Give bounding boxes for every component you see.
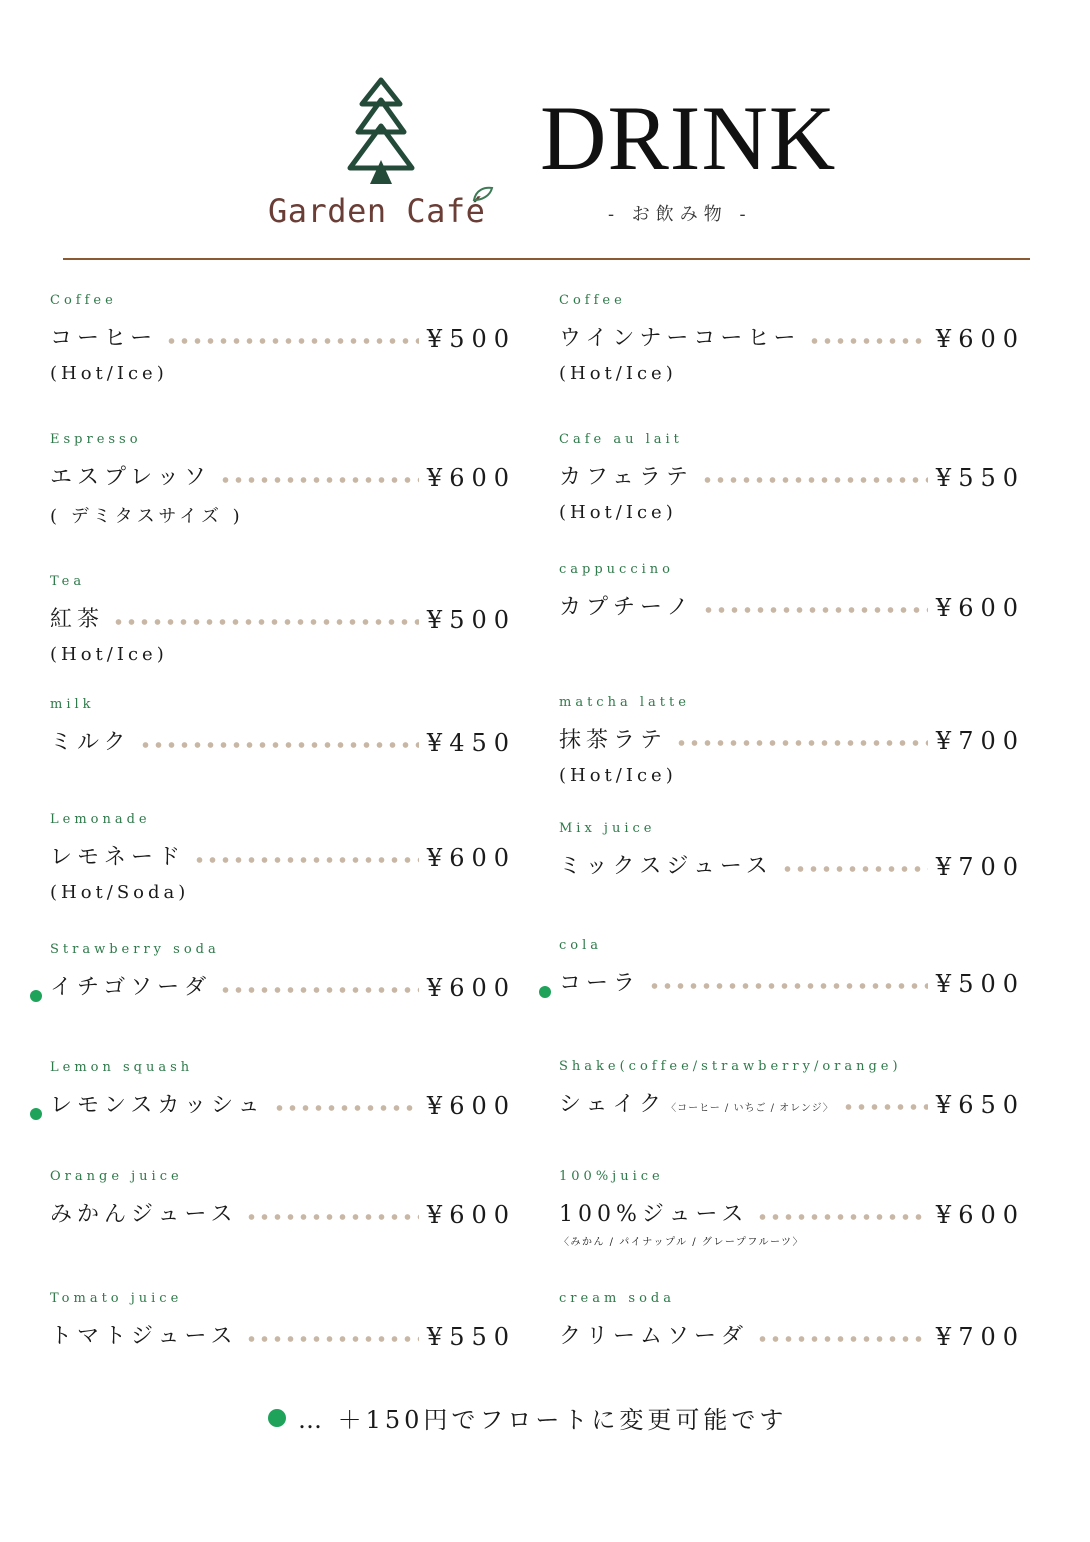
page-subtitle: - お飲み物 - — [608, 204, 752, 225]
leader-dots — [273, 1105, 419, 1111]
item-name — [50, 319, 161, 359]
item-price: ¥550 — [935, 464, 1025, 492]
item-variant-note: (Hot/Ice) — [50, 644, 168, 665]
leader-dots — [702, 607, 928, 613]
item-price: ¥700 — [935, 1323, 1025, 1351]
item-variant-note: (Hot/Soda) — [50, 882, 190, 903]
item-name-text: 100%ジュース — [559, 1202, 749, 1227]
item-english-name: Coffee — [50, 293, 117, 308]
item-row — [559, 1085, 1025, 1125]
leader-dots — [756, 1336, 928, 1342]
item-name — [559, 847, 777, 887]
item-price: ¥600 — [426, 844, 516, 872]
item-english-name: Lemon squash — [50, 1060, 194, 1075]
item-price: ¥450 — [426, 729, 516, 757]
item-name-text: トマトジュース — [50, 1324, 238, 1349]
item-price: ¥600 — [426, 1092, 516, 1120]
leader-dots — [193, 857, 419, 863]
menu-item — [559, 432, 1025, 523]
header-divider — [63, 258, 1030, 260]
item-english-name: cream soda — [559, 1291, 675, 1306]
item-name-text: みかんジュース — [50, 1202, 238, 1227]
leader-dots — [245, 1214, 419, 1220]
item-variant-note: (Hot/Ice) — [559, 765, 677, 786]
item-english-name: Mix juice — [559, 821, 656, 836]
item-name — [559, 1317, 752, 1357]
item-name — [559, 458, 697, 498]
leader-dots — [701, 477, 928, 483]
item-name — [50, 968, 215, 1008]
item-row — [50, 319, 516, 359]
menu-item — [559, 1291, 1025, 1357]
item-english-name: Espresso — [50, 432, 142, 447]
leader-dots — [139, 742, 419, 748]
item-english-name: Cafe au lait — [559, 432, 683, 447]
item-english-name: Orange juice — [50, 1169, 183, 1184]
item-price: ¥600 — [426, 974, 516, 1002]
item-name — [50, 1195, 241, 1235]
menu-item — [559, 938, 1025, 1004]
item-price: ¥500 — [935, 970, 1025, 998]
menu-item — [559, 821, 1025, 887]
menu-item — [559, 695, 1025, 786]
menu-header — [0, 0, 1090, 270]
item-variant-note: (Hot/Ice) — [559, 363, 677, 384]
item-row — [559, 1317, 1025, 1357]
item-row — [559, 847, 1025, 887]
tree-icon — [342, 74, 422, 189]
item-name — [559, 964, 644, 1004]
item-name — [559, 1195, 752, 1235]
item-price: ¥600 — [426, 464, 516, 492]
item-price: ¥600 — [426, 1201, 516, 1229]
item-english-name: cappuccino — [559, 562, 674, 577]
item-english-name: matcha latte — [559, 695, 690, 710]
item-row — [50, 600, 516, 640]
menu-item — [50, 1291, 516, 1357]
item-price: ¥650 — [935, 1091, 1025, 1119]
item-row — [50, 1195, 516, 1235]
leader-dots — [165, 338, 419, 344]
page-title: DRINK — [540, 87, 837, 189]
item-english-name: cola — [559, 938, 603, 953]
item-name — [50, 1317, 241, 1357]
float-note — [268, 1400, 787, 1435]
item-english-name: milk — [50, 697, 95, 712]
menu-item — [50, 293, 516, 384]
item-name-text: カフェラテ — [559, 465, 693, 490]
leader-dots — [219, 987, 419, 993]
menu-item — [50, 812, 516, 903]
float-note-text: … ＋150円でフロートに変更可能です — [298, 1406, 788, 1434]
float-available-icon — [30, 1108, 42, 1120]
item-name-text: イチゴソーダ — [50, 975, 212, 1000]
item-row — [50, 723, 516, 763]
item-name-text: クリームソーダ — [559, 1324, 749, 1349]
item-english-name: Tomato juice — [50, 1291, 183, 1306]
item-price: ¥600 — [935, 594, 1025, 622]
menu-item — [559, 1059, 1025, 1125]
item-variant-note: ( デミタスサイズ ) — [50, 506, 244, 527]
brand-name: Garden Café — [268, 192, 486, 230]
item-name — [559, 319, 804, 359]
item-price: ¥600 — [935, 325, 1025, 353]
item-name — [50, 723, 135, 763]
item-name-text: エスプレッソ — [50, 465, 211, 490]
item-price: ¥700 — [935, 727, 1025, 755]
item-name — [50, 1086, 269, 1126]
leader-dots — [781, 866, 928, 872]
item-name-text: レモンスカッシュ — [50, 1093, 265, 1118]
item-price: ¥500 — [426, 606, 516, 634]
item-price: ¥600 — [935, 1201, 1025, 1229]
item-row — [559, 964, 1025, 1004]
leaf-icon — [472, 186, 494, 202]
item-variant-note: (Hot/Ice) — [50, 363, 168, 384]
item-name-text: コーラ — [559, 971, 641, 996]
item-name-text: ミルク — [50, 730, 131, 755]
item-name-text: シェイク — [559, 1092, 667, 1117]
leader-dots — [245, 1336, 419, 1342]
item-price: ¥700 — [935, 853, 1025, 881]
item-english-name: Shake(coffee/strawberry/orange) — [559, 1059, 902, 1074]
menu-item — [559, 562, 1025, 628]
menu-item — [50, 942, 516, 1008]
item-name — [50, 600, 108, 640]
menu-item — [559, 1169, 1025, 1248]
item-english-name: Coffee — [559, 293, 626, 308]
item-english-name: Strawberry soda — [50, 942, 220, 957]
menu-item — [50, 574, 516, 665]
item-row — [50, 458, 516, 498]
leader-dots — [675, 740, 928, 746]
item-name — [50, 458, 215, 498]
leader-dots — [808, 338, 928, 344]
item-row — [559, 588, 1025, 628]
float-available-icon — [30, 990, 42, 1002]
item-name-text: レモネード — [50, 845, 186, 870]
leader-dots — [756, 1214, 928, 1220]
leader-dots — [219, 477, 419, 483]
item-name — [559, 1085, 838, 1129]
menu-item — [50, 1169, 516, 1235]
item-row — [559, 721, 1025, 761]
menu-item — [50, 432, 516, 528]
item-row — [559, 458, 1025, 498]
item-name — [50, 838, 189, 878]
leader-dots — [112, 619, 419, 625]
item-row — [50, 1086, 516, 1126]
item-name-text: ウインナーコーヒー — [559, 326, 801, 351]
item-name-text: 抹茶ラテ — [559, 728, 668, 753]
item-row — [559, 319, 1025, 359]
item-english-name: Tea — [50, 574, 86, 589]
menu-item — [559, 293, 1025, 384]
item-row — [50, 838, 516, 878]
item-variant-note: (Hot/Ice) — [559, 502, 677, 523]
item-english-name: 100%juice — [559, 1169, 664, 1184]
item-row — [559, 1195, 1025, 1235]
item-name-text: ミックスジュース — [559, 854, 773, 879]
item-row — [50, 968, 516, 1008]
garden-cafe-logo — [262, 70, 502, 240]
item-name — [559, 721, 671, 761]
item-name — [559, 588, 698, 628]
leader-dots — [648, 983, 928, 989]
menu-item — [50, 1060, 516, 1126]
float-available-icon — [539, 986, 551, 998]
menu-item — [50, 697, 516, 763]
item-name-text: カプチーノ — [559, 595, 694, 620]
item-name-note: 〈コーヒー / いちご / オレンジ〉 — [666, 1103, 834, 1114]
item-price: ¥550 — [426, 1323, 516, 1351]
leader-dots — [842, 1104, 928, 1110]
float-bullet-icon — [268, 1409, 286, 1427]
item-variant-note: 〈みかん / パイナップル / グレープフルーツ〉 — [559, 1237, 805, 1248]
item-row — [50, 1317, 516, 1357]
item-name-text: 紅茶 — [50, 607, 105, 632]
item-english-name: Lemonade — [50, 812, 151, 827]
item-price: ¥500 — [426, 325, 516, 353]
item-name-text: コーヒー — [50, 326, 158, 351]
